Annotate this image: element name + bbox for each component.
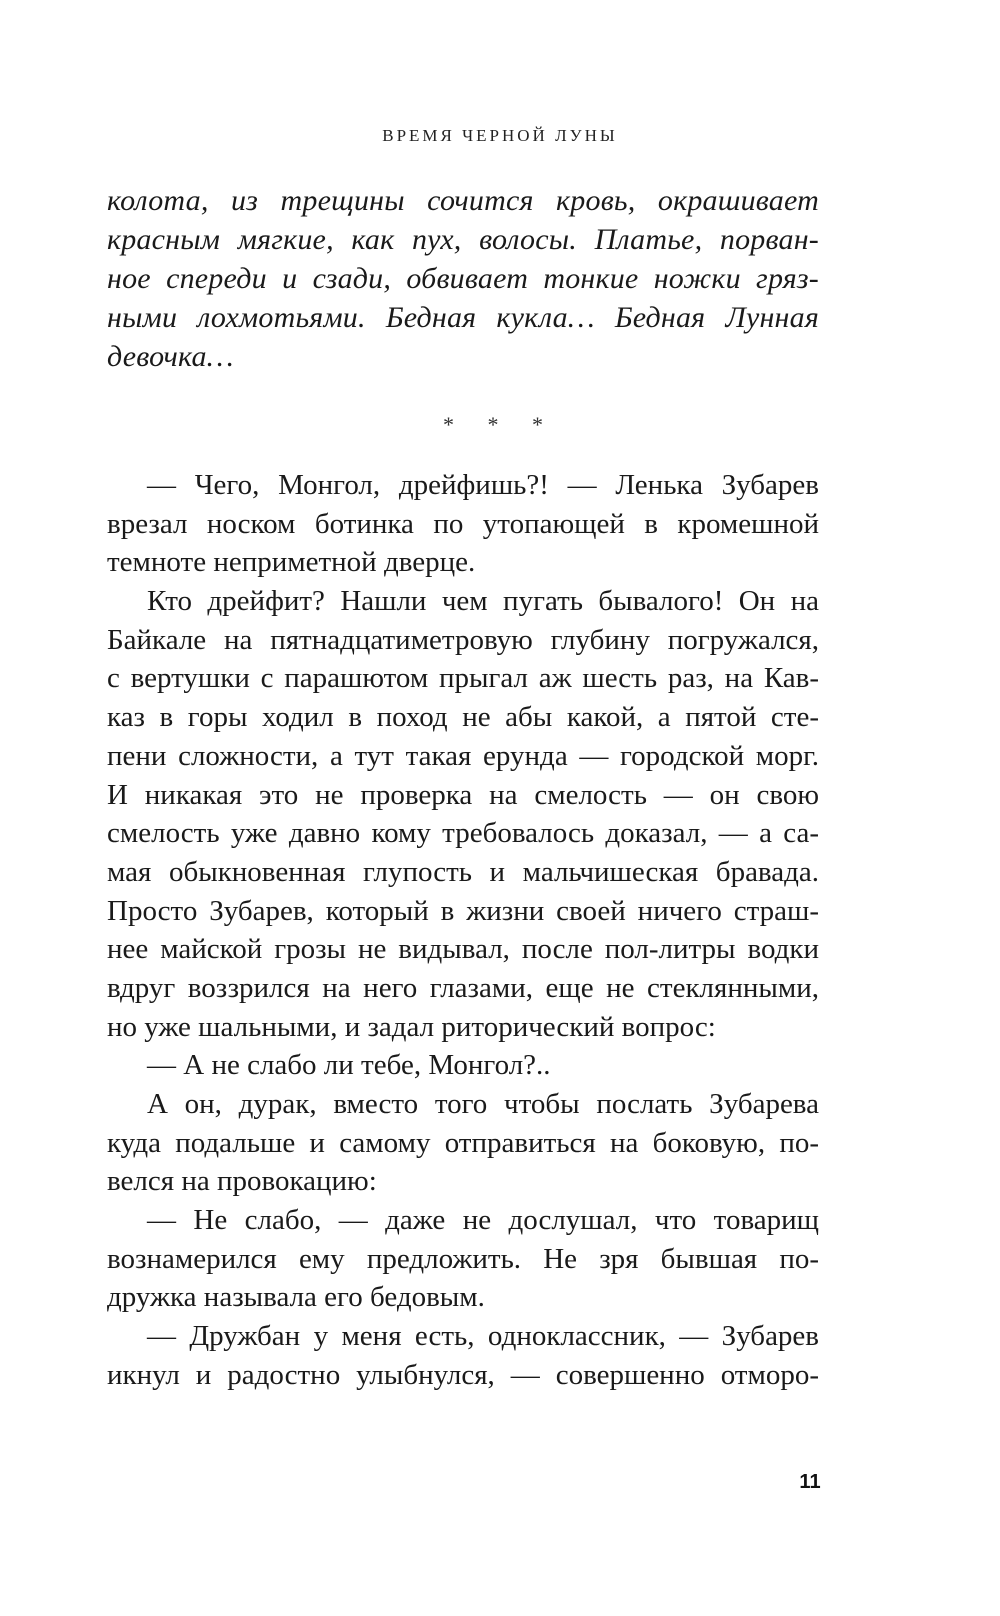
text-line: ное спереди и сзади, обвивает тонкие ножки гряз- — [107, 262, 819, 295]
text-line: — Чего, Монгол, дрейфишь?! — Ленька Зубарев — [147, 469, 819, 501]
text-line: девочка… — [107, 340, 234, 373]
text-line: смелость уже давно кому требовалось доказал, — а са- — [107, 817, 819, 850]
text-line: каз в горы ходил в поход не абы какой, а пятой сте- — [107, 701, 819, 734]
text-line: врезал носком ботинка по утопающей в кромешной — [107, 507, 819, 540]
text-line: дружка называла его бедовым. — [107, 1281, 485, 1314]
text-line: но уже шальными, и задал риторический вопрос: — [107, 1010, 716, 1043]
text-line: — А не слабо ли тебе, Монгол?.. — [147, 1049, 551, 1082]
section-separator: * * * — [443, 412, 557, 437]
page-number: 11 — [799, 1471, 821, 1493]
text-line: красным мягкие, как пух, волосы. Платье, порван- — [107, 223, 819, 256]
text-line: икнул и радостно улыбнулся, — совершенно отморо- — [107, 1358, 819, 1391]
text-line: Просто Зубарев, который в жизни своей ничего страш- — [107, 894, 819, 927]
text-line: колота, из трещины сочится кровь, окрашивает — [107, 184, 819, 217]
text-line: куда подальше и самому отправиться на боковую, по- — [107, 1126, 819, 1159]
text-line: ными лохмотьями. Бедная кукла… Бедная Лунная — [107, 301, 819, 334]
text-line: Кто дрейфит? Нашли чем пугать бывалого! Он на — [147, 585, 819, 618]
text-line: вдруг воззрился на него глазами, еще не стеклянными, — [107, 971, 819, 1004]
text-line: И никакая это не проверка на смелость — он свою — [107, 778, 819, 811]
text-line: велся на провокацию: — [107, 1165, 377, 1198]
text-line: мая обыкновенная глупость и мальчишеская бравада. — [107, 855, 819, 888]
text-line: — Дружбан у меня есть, одноклассник, — Зубарев — [147, 1320, 819, 1353]
italic-passage — [107, 181, 819, 376]
text-line: пени сложности, а тут такая ерунда — городской морг. — [107, 739, 819, 772]
running-head: ВРЕМЯ ЧЕРНОЙ ЛУНЫ — [382, 126, 618, 145]
prose-passage — [107, 466, 819, 1395]
text-line: А он, дурак, вместо того чтобы послать Зубарева — [147, 1088, 819, 1120]
text-line: темноте неприметной дверце. — [107, 546, 476, 579]
text-line: вознамерился ему предложить. Не зря бывшая по- — [107, 1242, 819, 1275]
text-line: нее майской грозы не видывал, после пол-литры водки — [107, 933, 819, 966]
text-line: — Не слабо, — даже не дослушал, что товарищ — [147, 1204, 819, 1237]
text-line: Байкале на пятнадцатиметровую глубину погружался, — [107, 623, 819, 656]
text-line: с вертушки с парашютом прыгал аж шесть раз, на Кав- — [107, 662, 819, 695]
